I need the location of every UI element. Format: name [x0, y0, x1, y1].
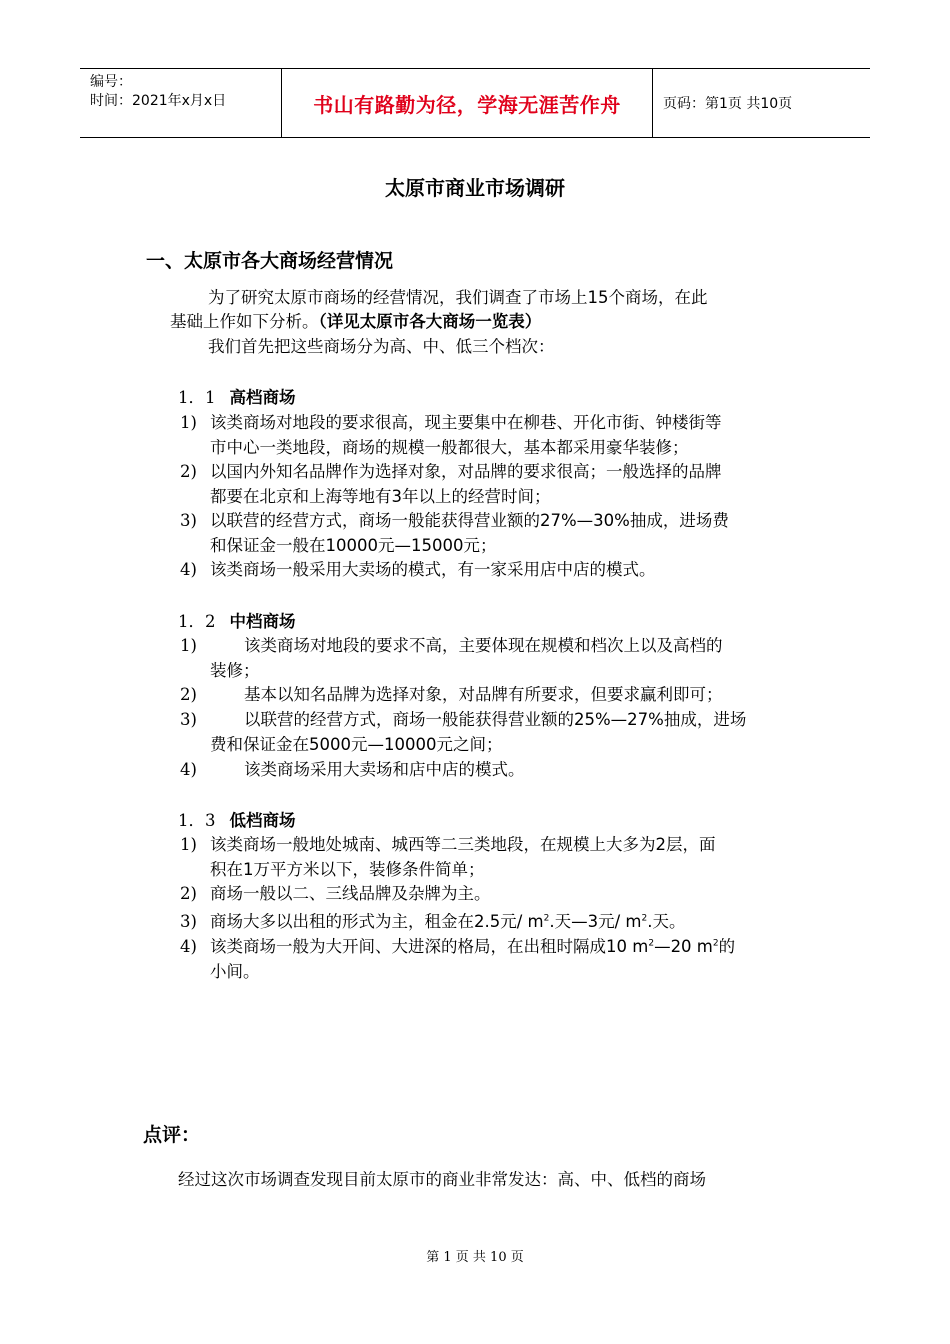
comment-text: 经过这次市场调查发现目前太原市的商业非常发达：高、中、低档的商场	[178, 1170, 706, 1189]
list-item	[180, 832, 820, 882]
item-text-part: .天。	[647, 911, 686, 931]
item-number: 3)	[180, 911, 197, 931]
item-text	[210, 937, 735, 956]
item-number: 4)	[180, 936, 197, 956]
intro-line-1: 为了研究太原市商场的经营情况，我们调查了市场上15个商场，在此	[208, 288, 708, 307]
header-meta	[80, 69, 281, 137]
item-text: 该类商场采用大卖场和店中店的模式。	[244, 760, 525, 779]
item-number: 2)	[180, 462, 197, 481]
list-item	[180, 757, 820, 782]
list-item	[180, 557, 820, 582]
item-text: 商场一般以二、三线品牌及杂牌为主。	[210, 884, 491, 903]
item-text: 以国内外知名品牌作为选择对象，对品牌的要求很高；一般选择的品牌	[210, 462, 722, 481]
item-text	[210, 912, 685, 931]
list-item	[180, 682, 820, 707]
item-continuation: 小间。	[210, 961, 260, 981]
subheading-number: 1．1	[178, 388, 216, 407]
superscript: 2	[712, 938, 719, 948]
item-continuation: 市中心一类地段，商场的规模一般都很大，基本都采用豪华装修；	[210, 438, 689, 457]
superscript: 2	[648, 938, 655, 948]
item-text: 该类商场对地段的要求很高，现主要集中在柳巷、开化市街、钟楼街等	[210, 413, 722, 432]
list-item	[180, 881, 820, 906]
intro-line-2-ref: （详见太原市各大商场一览表）	[318, 312, 542, 331]
date-label: 时间：2021年x月x日	[90, 93, 227, 109]
item-text-part: —20 m	[654, 936, 713, 956]
item-continuation: 积在1万平方米以下，装修条件简单；	[210, 860, 485, 879]
item-number: 3)	[180, 710, 197, 729]
comment-heading: 点评：	[143, 1124, 201, 1146]
document-title: 太原市商业市场调研	[385, 176, 565, 200]
item-number: 1)	[180, 835, 197, 854]
item-text-part: .天—3元/ m	[549, 911, 642, 931]
subheading-label: 中档商场	[229, 612, 296, 631]
item-text-part: 商场大多以出租的形式为主，租金在2.5元/ m	[210, 911, 544, 931]
subheading-label: 低档商场	[229, 811, 296, 830]
item-text: 以联营的经营方式，商场一般能获得营业额的27%—30%抽成，进场费	[210, 511, 729, 530]
item-number: 1)	[180, 636, 197, 655]
item-number: 4)	[180, 760, 197, 779]
subheading-low	[178, 807, 296, 831]
header-table	[80, 68, 870, 138]
intro-line-2-text: 基础上作如下分析。	[170, 312, 319, 331]
item-text: 以联营的经营方式，商场一般能获得营业额的25%—27%抽成，进场	[244, 710, 747, 729]
list-item	[180, 931, 820, 984]
superscript: 2	[641, 913, 648, 923]
list-item	[180, 459, 820, 509]
list-item	[180, 508, 820, 558]
superscript: 2	[543, 913, 550, 923]
item-continuation: 都要在北京和上海等地有3年以上的经营时间；	[210, 487, 551, 506]
item-text: 该类商场对地段的要求不高，主要体现在规模和档次上以及高档的	[244, 636, 723, 655]
code-label: 编号：	[90, 74, 132, 90]
item-text: 基本以知名品牌为选择对象，对品牌有所要求，但要求赢利即可；	[244, 685, 723, 704]
subheading-number: 1．2	[178, 612, 216, 631]
item-text: 该类商场一般地处城南、城西等二三类地段，在规模上大多为2层，面	[210, 835, 716, 854]
header-page-label: 页码：第1页 共10页	[663, 96, 793, 112]
subheading-high	[178, 384, 296, 408]
item-number: 4)	[180, 560, 197, 579]
list-item	[180, 707, 820, 757]
header-motto: 书山有路勤为径，学海无涯苦作舟	[281, 69, 653, 137]
intro-line-2	[170, 310, 541, 334]
item-text-part: 的	[718, 936, 736, 956]
subheading-label: 高档商场	[229, 388, 296, 407]
item-number: 2)	[180, 884, 197, 903]
item-number: 1)	[180, 413, 197, 432]
item-text-part: 该类商场一般为大开间、大进深的格局，在出租时隔成10 m	[210, 936, 649, 956]
item-continuation: 装修；	[210, 661, 260, 680]
item-continuation: 费和保证金在5000元—10000元之间；	[210, 735, 503, 754]
page-footer: 第 1 页 共 10 页	[426, 1250, 524, 1265]
intro-line-3: 我们首先把这些商场分为高、中、低三个档次：	[208, 337, 555, 356]
subheading-mid	[178, 608, 296, 632]
item-text: 该类商场一般采用大卖场的模式，有一家采用店中店的模式。	[210, 560, 656, 579]
item-number: 2)	[180, 685, 197, 704]
subheading-number: 1．3	[178, 811, 216, 830]
item-number: 3)	[180, 511, 197, 530]
section-heading: 一、太原市各大商场经营情况	[146, 250, 394, 272]
list-item	[180, 906, 820, 934]
list-item	[180, 410, 820, 460]
list-item	[180, 633, 820, 683]
item-continuation: 和保证金一般在10000元—15000元；	[210, 536, 497, 555]
